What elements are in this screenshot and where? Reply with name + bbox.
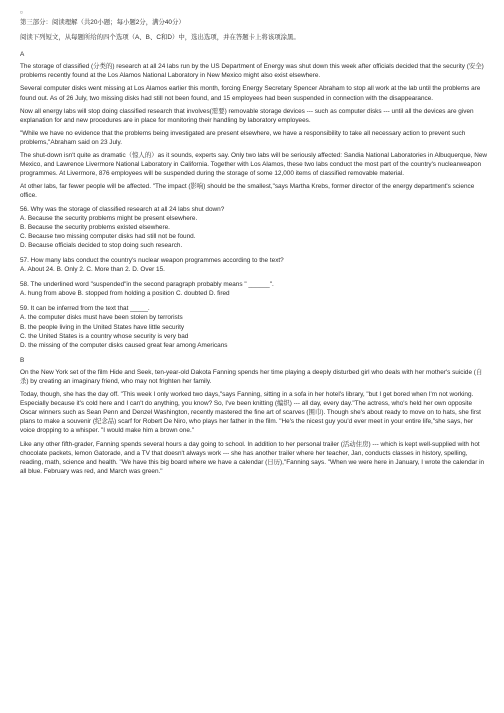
question-57 bbox=[20, 256, 488, 274]
question-58 bbox=[20, 280, 488, 298]
answer-options: A. hung from above B. stopped from holding a position C. doubted D. fired bbox=[20, 290, 230, 298]
part-title: 第三部分：阅读理解（共20小题；每小题2分，满分40分） bbox=[20, 19, 185, 26]
answer-options: A. About 24. B. Only 2. C. More than 2. D. Over 15. bbox=[20, 266, 165, 274]
question-59 bbox=[20, 304, 488, 349]
passage-a-paragraph: At other labs, far fewer people will be affected. "The impact (影响) should be the smallest,"says Martha Krebs, former director of the energy department's science office. bbox=[20, 183, 475, 200]
answer-option: C. the United States is a country whose security is very bad bbox=[20, 332, 189, 340]
passage-a-paragraph: The shut-down isn't quite as dramatic（惊人的）as it sounds, experts say. Only two labs will be seriously affected: Sandia National Laboratories in Albuquerque, New Mexico, and Lawrence Livermore National Laboratory in California. Together with Los Alamos, these two labs conduct the most part of the country's nuclearweapon programmes. At Livermore, 876 employees will be suspended during the storage of some 12,000 items of classified removable material. bbox=[20, 152, 488, 178]
answer-option: B. the people living in the United States have little security bbox=[20, 323, 185, 331]
instructions: 阅读下列短文，从每题所给的四个选项（A、B、C和D）中，选出选项，并在答题卡上将该项涂黑。 bbox=[20, 34, 300, 42]
question-stem: 56. Why was the storage of classified research at all 24 labs shut down? bbox=[20, 205, 225, 213]
question-56 bbox=[20, 205, 488, 250]
passage-b-label: B bbox=[20, 356, 25, 364]
answer-option: C. Because two missing computer disks had still not be found. bbox=[20, 232, 196, 240]
page-marker: ¤ bbox=[20, 10, 23, 16]
answer-option: D. the missing of the computer disks caused great fear among Americans bbox=[20, 341, 228, 349]
answer-option: A. the computer disks must have been stolen by terrorists bbox=[20, 314, 183, 322]
passage-a-label: A bbox=[20, 51, 25, 59]
answer-option: A. Because the security problems might be present elsewhere. bbox=[20, 214, 198, 222]
passage-a-paragraph: Now all energy labs will stop doing classified research that involves(需要) removable storage devices --- such as computer disks --- until all the devices are given explanation for and new procedures are in place for monitoring their handling by laboratory employees. bbox=[20, 107, 474, 124]
passage-b-paragraph: On the New York set of the film Hide and Seek, ten-year-old Dakota Fanning spends her time playing a deeply disturbed girl who deals with her mother's suicide (自杀) by creating an imaginary friend, who may not frighten her family. bbox=[20, 368, 483, 385]
question-stem: 59. It can be inferred from the text that _____. bbox=[20, 305, 150, 313]
passage-a-paragraph: The storage of classified (分类的) research at all 24 labs run by the US Department of Energy was shut down this week after officials decided that the security (安全) problems recently found at the Los Alamos National Laboratory in New Mexico might also exist elsewhere. bbox=[20, 63, 484, 80]
answer-option: D. Because officials decided to stop doing such research. bbox=[20, 241, 183, 249]
passage-a-paragraph: "While we have no evidence that the problems being investigated are present elsewhere, we have a responsibility to take all necessary action to prevent such problems,"Abraham said on 23 July. bbox=[20, 129, 466, 146]
question-stem: 57. How many labs conduct the country's nuclear weapon programmes according to the text? bbox=[20, 256, 284, 264]
passage-a-paragraph: Several computer disks went missing at Los Alamos earlier this month, forcing Energy Secretary Spencer Abraham to stop all work at the lab until the problems are found out. As of 26 July, two missing disks had still not been found, and 15 employees had been suspended in connection with the disappearance. bbox=[20, 85, 481, 102]
passage-b-paragraph: Like any other fifth-grader, Fanning spends several hours a day going to school. In addition to her personal trailer (活动住房) --- which is kept well-supplied with hot chocolate packets, lemon Gatorade, and a TV that doesn't always work --- she has another trailer where her teacher, Jan, conducts classes in history, spelling, reading, math, science and health. "We have this big board where we have a calendar (日历),"Fanning says. "When we were here in January, I wrote the calendar in all blue. February was red, and March was green." bbox=[20, 440, 485, 475]
answer-option: B. Because the security problems existed elsewhere. bbox=[20, 223, 170, 231]
question-stem: 58. The underlined word "suspended"in the second paragraph probably means " ______". bbox=[20, 281, 274, 289]
passage-b-paragraph: Today, though, she has the day off. "This week I only worked two days,"says Fanning, sitting in a sofa in her hotel's library, "but I get bored when I'm not working. Especially because it's cold here and I can't do anything, you know? So, I've been knitting (编织) --- all day, every day."The actress, who's held her own opposite Oscar winners such as Sean Penn and Denzel Washington, recently mastered the fine art of scarves (围巾). Though she's about ready to move on to hats, she first plans to make a souvenir (纪念品) scarf for Robert De Niro, who plays her father in the film. "He's the nicest guy you'd ever meet in your entire life,"she says, her voice dropping to a whisper. "I would make him a brown one." bbox=[20, 391, 481, 435]
